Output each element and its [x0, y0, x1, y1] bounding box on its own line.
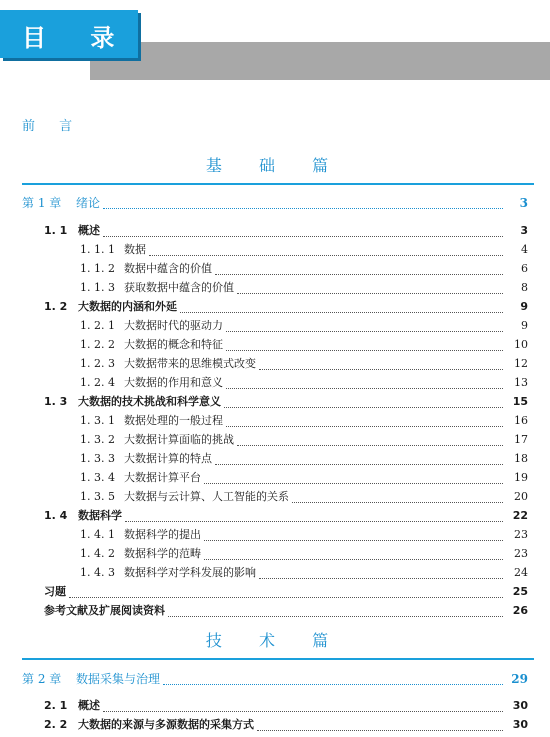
- subsection-title: 大数据带来的思维模式改变: [124, 357, 256, 370]
- subsection-number: 1. 3. 1: [80, 414, 115, 427]
- page-number: 25: [512, 585, 528, 598]
- page-number: 12: [514, 357, 528, 370]
- toc-preface-link[interactable]: 前 言: [22, 119, 83, 134]
- toc-title-banner: [0, 10, 138, 58]
- toc-subsection[interactable]: [0, 336, 550, 354]
- toc-subsection[interactable]: [0, 279, 550, 297]
- header-gray-band: [90, 42, 550, 80]
- page-number: 16: [514, 414, 528, 427]
- section-number: 2. 1: [44, 699, 68, 712]
- subsection-number: 1. 1. 3: [80, 281, 115, 294]
- toc-subsection[interactable]: [0, 469, 550, 487]
- chapter-number: 第 2 章: [22, 672, 62, 686]
- subsection-number: 1. 3. 4: [80, 471, 115, 484]
- toc-subsection[interactable]: [0, 241, 550, 259]
- subsection-title: 数据中蕴含的价值: [124, 262, 212, 275]
- toc-section[interactable]: [0, 716, 550, 734]
- section-number: 1. 4: [44, 509, 68, 522]
- section-number: 1. 2: [44, 300, 68, 313]
- subsection-title: 数据处理的一般过程: [124, 414, 223, 427]
- chapter-number: 第 1 章: [22, 196, 62, 210]
- toc-subsection[interactable]: [0, 450, 550, 468]
- page-number: 18: [514, 452, 528, 465]
- page-number: 19: [514, 471, 528, 484]
- part-divider: [22, 183, 534, 185]
- toc-chapter-2[interactable]: [0, 670, 550, 688]
- toc-section[interactable]: [0, 298, 550, 316]
- section-title: 概述: [78, 699, 100, 712]
- section-title: 概述: [78, 224, 100, 237]
- subsection-title: 大数据的作用和意义: [124, 376, 223, 389]
- section-title: 习题: [44, 585, 66, 598]
- subsection-number: 1. 1. 2: [80, 262, 115, 275]
- subsection-number: 1. 3. 3: [80, 452, 115, 465]
- page-number: 23: [514, 528, 528, 541]
- page-number: 15: [512, 395, 528, 408]
- subsection-title: 数据科学对学科发展的影响: [124, 566, 256, 579]
- toc-subsection[interactable]: [0, 545, 550, 563]
- page-number: 30: [512, 718, 528, 731]
- subsection-title: 大数据的概念和特征: [124, 338, 223, 351]
- subsection-number: 1. 3. 5: [80, 490, 115, 503]
- toc-subsection[interactable]: [0, 526, 550, 544]
- toc-subsection[interactable]: [0, 412, 550, 430]
- toc-section[interactable]: [0, 222, 550, 240]
- subsection-number: 1. 4. 1: [80, 528, 115, 541]
- page-number: 20: [514, 490, 528, 503]
- subsection-number: 1. 4. 2: [80, 547, 115, 560]
- subsection-number: 1. 2. 4: [80, 376, 115, 389]
- page-number: 10: [514, 338, 528, 351]
- section-title: 大数据的来源与多源数据的采集方式: [78, 718, 254, 731]
- subsection-title: 大数据计算平台: [124, 471, 201, 484]
- subsection-number: 1. 2. 1: [80, 319, 115, 332]
- toc-subsection[interactable]: [0, 355, 550, 373]
- page-number: 24: [514, 566, 528, 579]
- subsection-title: 大数据计算的特点: [124, 452, 212, 465]
- page-number: 6: [521, 262, 528, 275]
- chapter-title: 数据采集与治理: [76, 672, 161, 686]
- page-number: 9: [521, 319, 528, 332]
- subsection-title: 大数据时代的驱动力: [124, 319, 223, 332]
- page-number: 3: [519, 196, 528, 210]
- subsection-number: 1. 2. 2: [80, 338, 115, 351]
- toc-section[interactable]: [0, 697, 550, 715]
- subsection-number: 1. 1. 1: [80, 243, 115, 256]
- toc-section-references[interactable]: [0, 602, 550, 620]
- part-title-technology: 技 术 篇: [205, 631, 345, 650]
- section-number: 1. 1: [44, 224, 68, 237]
- toc-subsection[interactable]: [0, 260, 550, 278]
- section-title: 数据科学: [78, 509, 122, 522]
- page-number: 9: [520, 300, 528, 313]
- section-title: 大数据的技术挑战和科学意义: [78, 395, 221, 408]
- subsection-title: 数据科学的提出: [124, 528, 201, 541]
- toc-title: 目 录: [22, 24, 133, 52]
- section-number: 2. 2: [44, 718, 68, 731]
- toc-section[interactable]: [0, 393, 550, 411]
- subsection-number: 1. 2. 3: [80, 357, 115, 370]
- page-number: 29: [511, 672, 528, 686]
- toc-subsection[interactable]: [0, 564, 550, 582]
- chapter-title: 绪论: [76, 196, 101, 210]
- subsection-number: 1. 4. 3: [80, 566, 115, 579]
- page-number: 26: [512, 604, 528, 617]
- part-divider: [22, 658, 534, 660]
- toc-chapter-1[interactable]: [0, 194, 550, 212]
- subsection-title: 大数据计算面临的挑战: [124, 433, 234, 446]
- toc-subsection[interactable]: [0, 488, 550, 506]
- page-number: 13: [514, 376, 528, 389]
- subsection-title: 数据科学的范畴: [124, 547, 201, 560]
- section-title: 参考文献及扩展阅读资料: [44, 604, 165, 617]
- page-number: 3: [520, 224, 528, 237]
- toc-section-exercises[interactable]: [0, 583, 550, 601]
- page-number: 30: [512, 699, 528, 712]
- page-number: 17: [514, 433, 528, 446]
- subsection-title: 大数据与云计算、人工智能的关系: [124, 490, 289, 503]
- subsection-number: 1. 3. 2: [80, 433, 115, 446]
- page-number: 4: [521, 243, 528, 256]
- page-number: 22: [512, 509, 528, 522]
- part-title-basics: 基 础 篇: [205, 156, 345, 175]
- toc-subsection[interactable]: [0, 374, 550, 392]
- toc-subsection[interactable]: [0, 431, 550, 449]
- subsection-title: 获取数据中蕴含的价值: [124, 281, 234, 294]
- section-number: 1. 3: [44, 395, 68, 408]
- section-title: 大数据的内涵和外延: [78, 300, 177, 313]
- subsection-title: 数据: [124, 243, 146, 256]
- page-number: 8: [521, 281, 528, 294]
- page-number: 23: [514, 547, 528, 560]
- toc-subsection[interactable]: [0, 317, 550, 335]
- toc-section[interactable]: [0, 507, 550, 525]
